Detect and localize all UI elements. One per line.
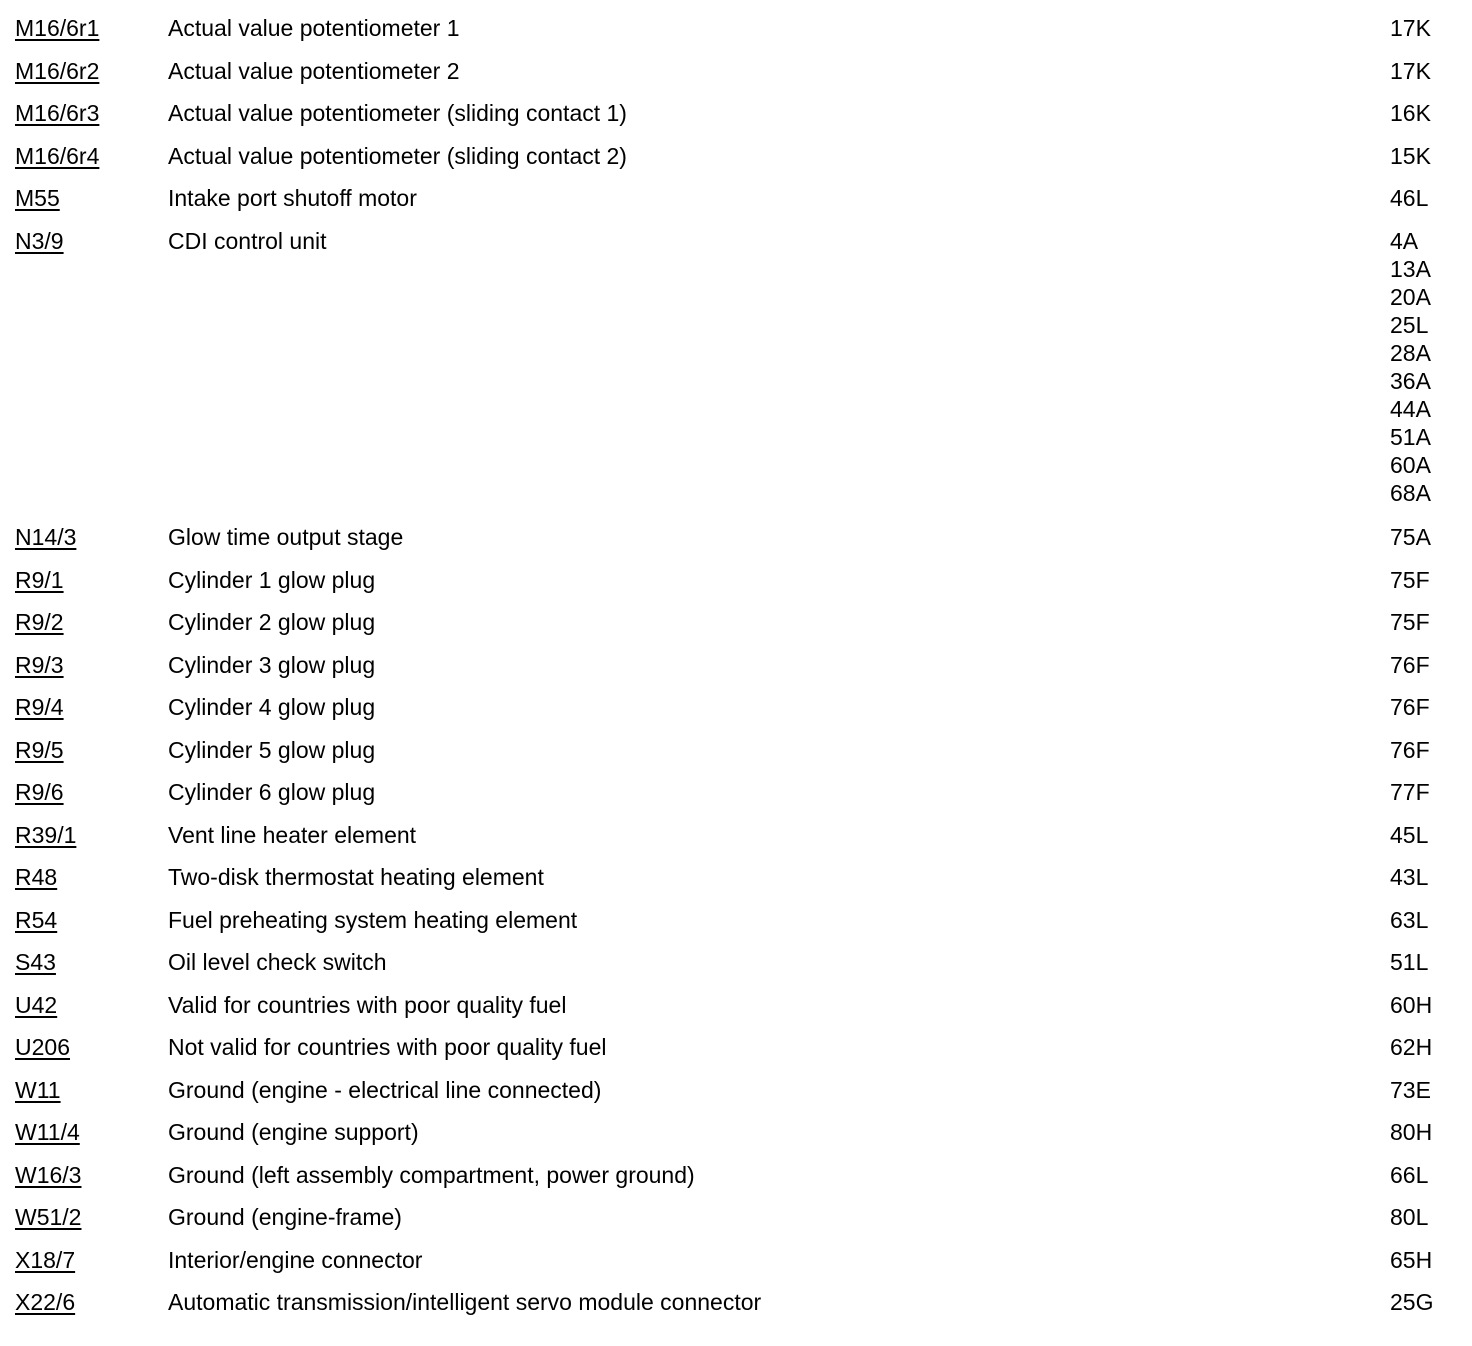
grid-reference-list [1390,57,1431,85]
component-description: Ground (engine-frame) [168,1204,402,1230]
grid-reference-list [1390,1033,1432,1061]
legend-row [0,849,1472,892]
grid-reference-list [1390,863,1428,891]
grid-reference: 25G [1390,1289,1434,1315]
component-code-link[interactable]: R54 [15,906,58,933]
component-description: Valid for countries with poor quality fuel [168,991,567,1018]
component-description: Actual value potentiometer 1 [168,15,460,41]
legend-row [0,0,1472,43]
grid-reference-list [1390,991,1432,1019]
grid-reference-list [1390,99,1431,127]
component-description: Glow time output stage [168,524,404,550]
grid-reference: 65H [1390,1246,1433,1273]
component-code-link[interactable]: R9/2 [15,609,64,635]
grid-reference-list [1390,1203,1428,1231]
component-description: Actual value potentiometer (sliding contact 2) [168,142,627,169]
grid-reference: 13A [1390,255,1431,282]
component-code-link[interactable]: X22/6 [15,1289,76,1315]
grid-reference: 44A [1390,395,1431,422]
grid-reference-list [1390,778,1430,806]
grid-reference-list [1390,608,1430,636]
component-description: Actual value potentiometer (sliding contact 1) [168,100,627,126]
grid-reference: 17K [1390,15,1431,41]
grid-reference-list [1390,523,1431,551]
grid-reference: 63L [1390,906,1429,933]
legend-row [0,722,1472,765]
component-code-link[interactable]: M16/6r1 [15,15,100,41]
legend-row [0,1232,1472,1275]
component-code-link[interactable]: R39/1 [15,821,77,848]
grid-reference-list [1390,1288,1433,1316]
grid-reference-list [1390,1076,1431,1104]
grid-reference-list [1390,227,1431,507]
component-description: Two-disk thermostat heating element [168,864,544,890]
component-description: Automatic transmission/intelligent servo module connector [168,1289,762,1315]
grid-reference-list [1390,906,1428,934]
grid-reference: 51L [1390,949,1429,975]
legend-row [0,679,1472,722]
component-description: Interior/engine connector [168,1246,423,1273]
component-description: Actual value potentiometer 2 [168,57,460,84]
component-code-link[interactable]: M16/6r4 [15,142,100,169]
legend-row [0,1189,1472,1232]
legend-row [0,637,1472,680]
grid-reference: 16K [1390,100,1431,126]
grid-reference: 80L [1390,1204,1429,1230]
component-description: Cylinder 6 glow plug [168,779,376,805]
legend-row [0,934,1472,977]
component-description: Ground (left assembly compartment, power ground) [168,1161,695,1188]
legend-row [0,552,1472,595]
component-code-link[interactable]: R9/6 [15,779,64,805]
component-code-link[interactable]: W11 [15,1076,61,1103]
grid-reference: 76F [1390,694,1430,720]
grid-reference: 20A [1390,283,1431,310]
legend-row [0,1274,1472,1317]
legend-row [0,509,1472,552]
legend-row [0,594,1472,637]
component-code-link[interactable]: N3/9 [15,227,64,254]
component-code-link[interactable]: W16/3 [15,1161,82,1188]
legend-row [0,170,1472,213]
component-code-link[interactable]: U42 [15,991,58,1018]
grid-reference: 76F [1390,651,1430,678]
component-description: Cylinder 4 glow plug [168,694,376,720]
grid-reference: 77F [1390,779,1430,805]
component-code-link[interactable]: M16/6r2 [15,57,100,84]
grid-reference-list [1390,693,1430,721]
grid-reference: 60H [1390,991,1433,1018]
legend-row [0,1062,1472,1105]
grid-reference-list [1390,651,1430,679]
grid-reference-list [1390,821,1428,849]
grid-reference-list [1390,1246,1432,1274]
grid-reference: 75A [1390,524,1431,550]
legend-row [0,1019,1472,1062]
legend-row [0,807,1472,850]
grid-reference-list [1390,566,1430,594]
legend-row [0,128,1472,171]
component-code-link[interactable]: R9/1 [15,566,64,593]
legend-row [0,1104,1472,1147]
grid-reference: 15K [1390,142,1431,169]
component-code-link[interactable]: U206 [15,1034,70,1060]
component-description: Oil level check switch [168,949,387,975]
component-description: Vent line heater element [168,821,417,848]
grid-reference: 51A [1390,423,1431,450]
component-description: Cylinder 3 glow plug [168,651,376,678]
component-code-link[interactable]: W51/2 [15,1204,82,1230]
grid-reference: 66L [1390,1161,1429,1188]
grid-reference-list [1390,142,1431,170]
component-code-link[interactable]: X18/7 [15,1246,76,1273]
grid-reference: 75F [1390,609,1430,635]
legend-row [0,85,1472,128]
component-description: Ground (engine support) [168,1119,419,1145]
grid-reference: 60A [1390,451,1431,478]
component-description: Fuel preheating system heating element [168,906,578,933]
legend-row [0,892,1472,935]
grid-reference-list [1390,1161,1428,1189]
component-description: Ground (engine - electrical line connected) [168,1076,602,1103]
grid-reference: 25L [1390,311,1429,338]
component-code-link[interactable]: R48 [15,864,58,890]
grid-reference: 68A [1390,479,1431,506]
legend-row [0,43,1472,86]
component-description: CDI control unit [168,227,327,254]
legend-row [0,213,1472,506]
grid-reference-list [1390,184,1428,212]
grid-reference-list [1390,1118,1432,1146]
component-description: Intake port shutoff motor [168,185,417,211]
grid-reference: 45L [1390,821,1429,848]
legend-row [0,764,1472,807]
component-description: Cylinder 5 glow plug [168,736,376,763]
grid-reference: 28A [1390,339,1431,366]
component-description: Cylinder 2 glow plug [168,609,376,635]
component-code-link[interactable]: S43 [15,949,56,975]
component-description: Cylinder 1 glow plug [168,566,376,593]
grid-reference-list [1390,736,1430,764]
component-code-link[interactable]: R9/4 [15,694,64,720]
component-code-link[interactable]: R9/3 [15,651,64,678]
grid-reference: 46L [1390,185,1429,211]
component-code-link[interactable]: M55 [15,185,60,211]
component-description: Not valid for countries with poor quality fuel [168,1034,607,1060]
grid-reference-list [1390,14,1431,42]
legend-row [0,1147,1472,1190]
grid-reference: 43L [1390,864,1429,890]
component-code-link[interactable]: M16/6r3 [15,100,100,126]
grid-reference: 62H [1390,1034,1433,1060]
grid-reference: 4A [1390,227,1419,254]
grid-reference: 36A [1390,367,1431,394]
grid-reference: 73E [1390,1076,1431,1103]
legend-row [0,977,1472,1020]
component-code-link[interactable]: W11/4 [15,1119,80,1145]
grid-reference: 76F [1390,736,1430,763]
grid-reference: 80H [1390,1119,1433,1145]
grid-reference-list [1390,948,1428,976]
grid-reference: 17K [1390,57,1431,84]
component-code-link[interactable]: R9/5 [15,736,64,763]
grid-reference: 75F [1390,566,1430,593]
component-code-link[interactable]: N14/3 [15,524,77,550]
